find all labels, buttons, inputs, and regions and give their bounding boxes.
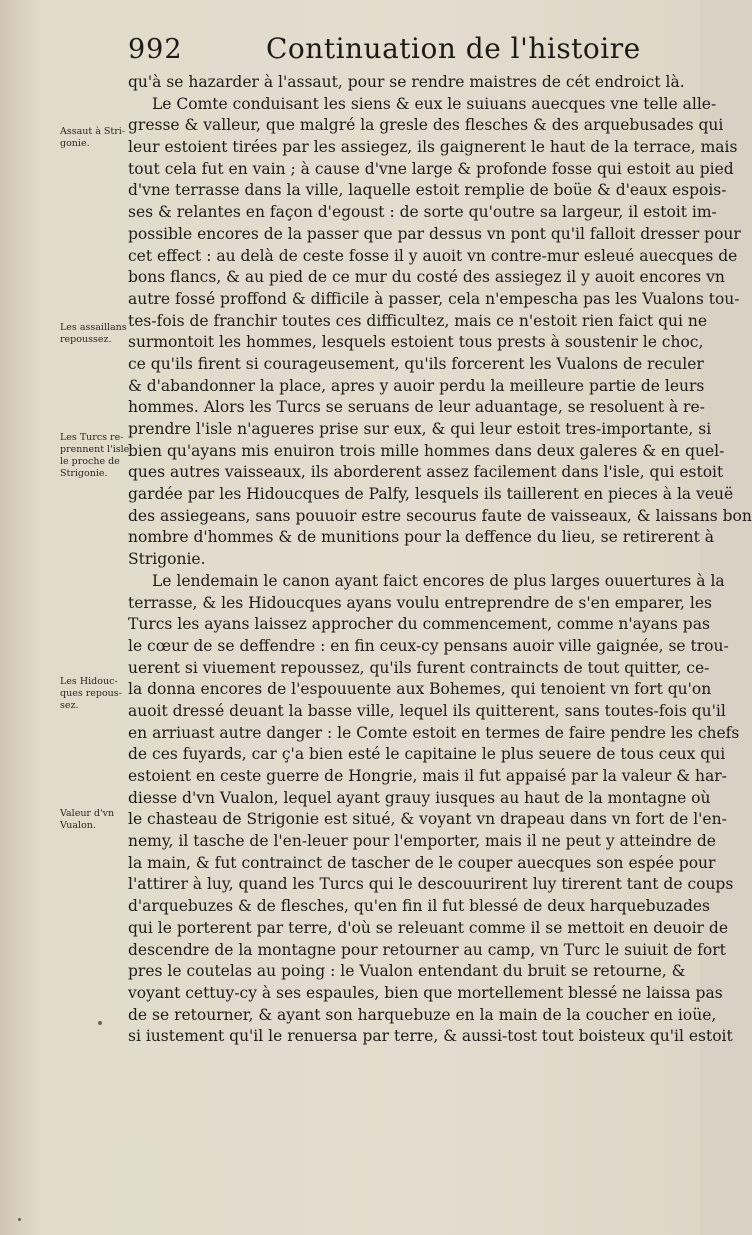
text-line: possible encores de la passer que par dessus vn pont qu'il falloit dresser pour <box>128 224 741 243</box>
text-line: nemy, il tasche de l'en-leuer pour l'emporter, mais il ne peut y atteindre de <box>128 832 716 851</box>
text-line: prendre l'isle n'agueres prise sur eux, & qui leur estoit tres-importante, si <box>128 420 712 438</box>
text-line: le chasteau de Strigonie est situé, & voyant vn drapeau dans vn fort de l'en- <box>128 810 727 829</box>
margin-note-hidoucques: Les Hidouc- ques repous- sez. <box>60 676 122 711</box>
text-line: ques autres vaisseaux, ils aborderent assez facilement dans l'isle, qui estoit <box>128 463 724 482</box>
text-line: autre fossé proffond & difficile à passer, cela n'empeschа pas les Vualons tou- <box>128 289 740 308</box>
text-line: surmontoit les hommes, lesquels estoient tous prests à soustenir le choc, <box>128 333 704 352</box>
text-line: gresse & valleur, que malgré la gresle des flesches & des arquebusades qui <box>128 116 724 135</box>
text-line: en arriuast autre danger : le Comte estoit en termes de faire pendre les chefs <box>128 723 740 742</box>
text-line: & d'abandonner la place, apres y auoir perdu la meilleure partie de leurs <box>128 376 705 395</box>
page-number: 992 <box>128 34 183 65</box>
text-line: leur estoient tirées par les assiegez, ils gaignerent le haut de la terrace, mais <box>128 138 738 157</box>
margin-note-valor: Valeur d'vn Vualon. <box>60 808 115 831</box>
page-header <box>128 30 688 70</box>
ink-speck <box>18 1218 21 1221</box>
text-line: diesse d'vn Vualon, lequel ayant grauy iusques au haut de la montagne où <box>128 788 711 807</box>
text-line: Le Comte conduisant les siens & eux le suiuans auecques vne telle alle- <box>152 94 717 113</box>
text-line: de ces fuyards, car ç'a bien esté le capitaine le plus seuere de tous ceux qui <box>128 745 726 764</box>
text-line: tout cela fut en vain ; à cause d'vne large & profonde fosse qui estoit au pied <box>128 159 734 178</box>
text-line: pres le coutelas au poing : le Vualon entendant du bruit se retourne, & <box>128 962 686 981</box>
text-line: l'attirer à luy, quand les Turcs qui le descouurirent luy tirerent tant de coups <box>128 875 734 894</box>
text-line: le cœur de se deffendre : en fin ceux-cy pensans auoir ville gaignée, se trou- <box>128 636 729 655</box>
margin-note-repulsed: Les assaillans repoussez. <box>60 322 127 345</box>
text-line: la donna encores de l'espouuente aux Bohemes, qui tenoient vn fort qu'on <box>128 680 712 699</box>
text-line: estoient en ceste guerre de Hongrie, mais il fut appaisé par la valeur & har- <box>128 767 727 785</box>
margin-note-assault: Assaut à Stri- gonie. <box>60 126 126 149</box>
text-line: bien qu'ayans mis enuiron trois mille hommes dans deux galeres & en quel- <box>128 441 725 460</box>
text-line: Turcs les ayans laissez approcher du commencement, comme n'ayans pas <box>128 615 710 634</box>
text-line: auoit dressé deuant la basse ville, lequel ils quitterent, sans toutes-fois qu'il <box>128 701 726 720</box>
text-line: ce qu'ils firent si courageusement, qu'ils forcerent les Vualons de reculer <box>128 354 704 373</box>
text-line: ses & relantes en façon d'egoust : de sorte qu'outre sa largeur, il estoit im- <box>128 203 717 222</box>
text-line: tes-fois de franchir toutes ces difficultez, mais ce n'estoit rien faict qui ne <box>128 311 708 330</box>
text-line: uerent si viuement repoussez, qu'ils furent contraincts de tout quitter, ce- <box>128 658 710 677</box>
text-line: qu'à se hazarder à l'assaut, pour se rendre maistres de cét endroict là. <box>128 73 685 91</box>
text-line: Strigonie. <box>128 550 206 569</box>
text-line: nombre d'hommes & de munitions pour la deffence du lieu, se retirerent à <box>128 528 715 547</box>
text-line: voyant cettuy-cy à ses espaules, bien que mortellement blessé ne laissa pas <box>128 983 723 1002</box>
running-title: Continuation de l'histoire <box>266 32 641 65</box>
text-line: terrasse, & les Hidoucques ayans voulu entreprendre de s'en emparer, les <box>128 593 712 612</box>
text-line: cet effect : au delà de ceste fosse il y auoit vn contre-mur esleué auecques de <box>128 246 738 265</box>
text-line: des assiegeans, sans pouuoir estre secourus faute de vaisseaux, & laissans bon <box>128 506 752 525</box>
margin-note-turks-retake-island: Les Turcs re- prennent l'isle le proche de Strigonie. <box>60 432 130 479</box>
text-line: descendre de la montagne pour retourner au camp, vn Turc le suiuit de fort <box>128 940 726 959</box>
text-line: de se retourner, & ayant son harquebuze en la main de la coucher en ioüe, <box>128 1005 717 1024</box>
text-line: hommes. Alors les Turcs se seruans de leur aduantage, se resoluent à re- <box>128 398 705 417</box>
body-text <box>128 72 752 1048</box>
text-line: la main, & fut contrainct de tascher de le couper auecques son espée pour <box>128 853 716 872</box>
text-line: gardée par les Hidoucques de Palfy, lesquels ils taillerent en pieces à la veuë <box>128 485 734 504</box>
ink-speck <box>98 1021 102 1025</box>
text-line: Le lendemain le canon ayant faict encores de plus larges ouuertures à la <box>152 571 725 590</box>
text-line: bons flancs, & au pied de ce mur du costé des assiegez il y auoit encores vn <box>128 268 725 287</box>
text-line: si iustement qu'il le renuersa par terre, & aussi-tost tout boisteux qu'il estoit <box>128 1027 733 1046</box>
text-line: d'arquebuzes & de flesches, qu'en fin il fut blessé de deux harquebuzades <box>128 897 711 916</box>
text-line: qui le porterent par terre, d'où se releuant comme il se mettoit en deuoir de <box>128 918 728 937</box>
text-line: d'vne terrasse dans la ville, laquelle estoit remplie de boüe & d'eaux espois- <box>128 181 727 200</box>
